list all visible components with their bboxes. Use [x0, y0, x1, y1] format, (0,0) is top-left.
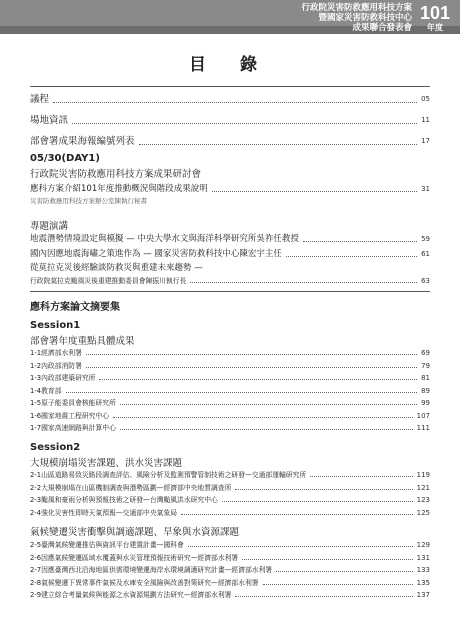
header-line3: 成果聯合發表會	[352, 23, 412, 33]
toc-entry-talk-3-speaker[interactable]: 行政院莫拉克颱風災後重建推動委員會陳振川執行長 63	[30, 277, 430, 285]
toc-entry-intro[interactable]: 應科方案介紹101年度推動概況與階段成果說明 31	[30, 184, 430, 194]
toc-entry[interactable]: 1-2內政部消防署 79	[30, 361, 430, 370]
toc-entry[interactable]: 2-2大規模崩塌在山區機制調查與潛勢區劃—經濟部中央地質調查所 121	[30, 483, 430, 492]
day1-date: 05/30(DAY1)	[30, 153, 100, 164]
toc-entry-agenda[interactable]: 議程 05	[30, 94, 430, 105]
session3-title: 氣候變遷災害衝擊與調適課題、旱象與水資源課題	[30, 527, 240, 538]
toc-entry-talk-3[interactable]: 從莫拉克災後經驗談防救災與重建未來趨勢 —	[30, 263, 203, 273]
session1-label: Session1	[30, 320, 81, 331]
toc-entry[interactable]: 2-5臺灣氣候變遷推估與資訊平台建置計畫—國科會 129	[30, 541, 430, 549]
toc-entry[interactable]: 1-6國家地震工程研究中心 107	[30, 411, 430, 420]
header-title-block	[301, 3, 412, 33]
toc-entry[interactable]: 1-5原子能委員會核能研究所 99	[30, 399, 430, 407]
toc-entry[interactable]: 1-3內政部建築研究所 81	[30, 374, 430, 382]
toc-entry[interactable]: 2-3颱風和豪雨分析與預報技術之研發—台灣颱風洪水研究中心 123	[30, 496, 430, 504]
toc-entry[interactable]: 2-6因應氣候變遷區域水覆蓋與水災管理預報技術研究—經濟部水利署 131	[30, 553, 430, 562]
toc-entry[interactable]: 1-7國家高速網路與計算中心 111	[30, 424, 430, 432]
toc-entry[interactable]: 2-1山區道路易致災路段調查評估、風險分析及監測預警管制技術之研發—交通部運輸研究所 119	[30, 471, 430, 479]
toc-entry[interactable]: 2-4強化災害性即時天氣預報—交通部中央氣象局 125	[30, 508, 430, 517]
divider	[30, 86, 430, 87]
toc-entry-venue[interactable]: 場地資訊 11	[30, 115, 430, 126]
toc-entry[interactable]: 1-1經濟部水利署 69	[30, 349, 430, 357]
header-banner	[0, 0, 460, 34]
session1-title: 部會署年度重點具體成果	[30, 336, 135, 347]
session2-title: 大規模崩塌災害課題、洪水災害課題	[30, 458, 183, 469]
intro-speaker: 災害防救應用科技方案辦公室陳執行秘書	[30, 197, 147, 205]
talks-heading: 專題演講	[30, 221, 69, 232]
toc-entry-poster-list[interactable]: 部會署成果海報編號列表 17	[30, 136, 430, 147]
session2-label: Session2	[30, 442, 81, 453]
toc-entry[interactable]: 1-4教育部 89	[30, 386, 430, 395]
divider	[30, 291, 430, 292]
toc-entry[interactable]: 2-8氣候變遷下異常事件氣候及水庫安全風險與改善對策研究—經濟部水利署 135	[30, 578, 430, 587]
toc-entry-talk-2[interactable]: 國內因應地震海嘯之策進作為 — 國家災害防救科技中心陳宏宇主任 61	[30, 249, 430, 259]
toc-entry-talk-1[interactable]: 地震潛勢情境設定與模擬 — 中央大學水文與海洋科學研究所吳祚任教授 59	[30, 234, 430, 244]
year-badge	[416, 3, 454, 33]
header-line1: 行政院災害防救應用科技方案	[301, 3, 412, 13]
papers-heading: 應科方案論文摘要集	[30, 302, 120, 313]
year-number: 101	[419, 3, 451, 23]
year-label: 年度	[427, 23, 443, 32]
page-title: 目 錄	[189, 55, 271, 75]
toc-entry[interactable]: 2-9建立綜合考量氣候與能源之水資源規劃方法研究—經濟部水利署 137	[30, 591, 430, 599]
header-line2: 暨國家災害防救科技中心	[318, 13, 412, 23]
toc-entry[interactable]: 2-7因應臺灣西北沿海地區供需環境變遷海岸水環境調適研究計畫—經濟部水利署 133	[30, 566, 430, 574]
day1-title: 行政院災害防救應用科技方案成果研討會	[30, 169, 202, 180]
